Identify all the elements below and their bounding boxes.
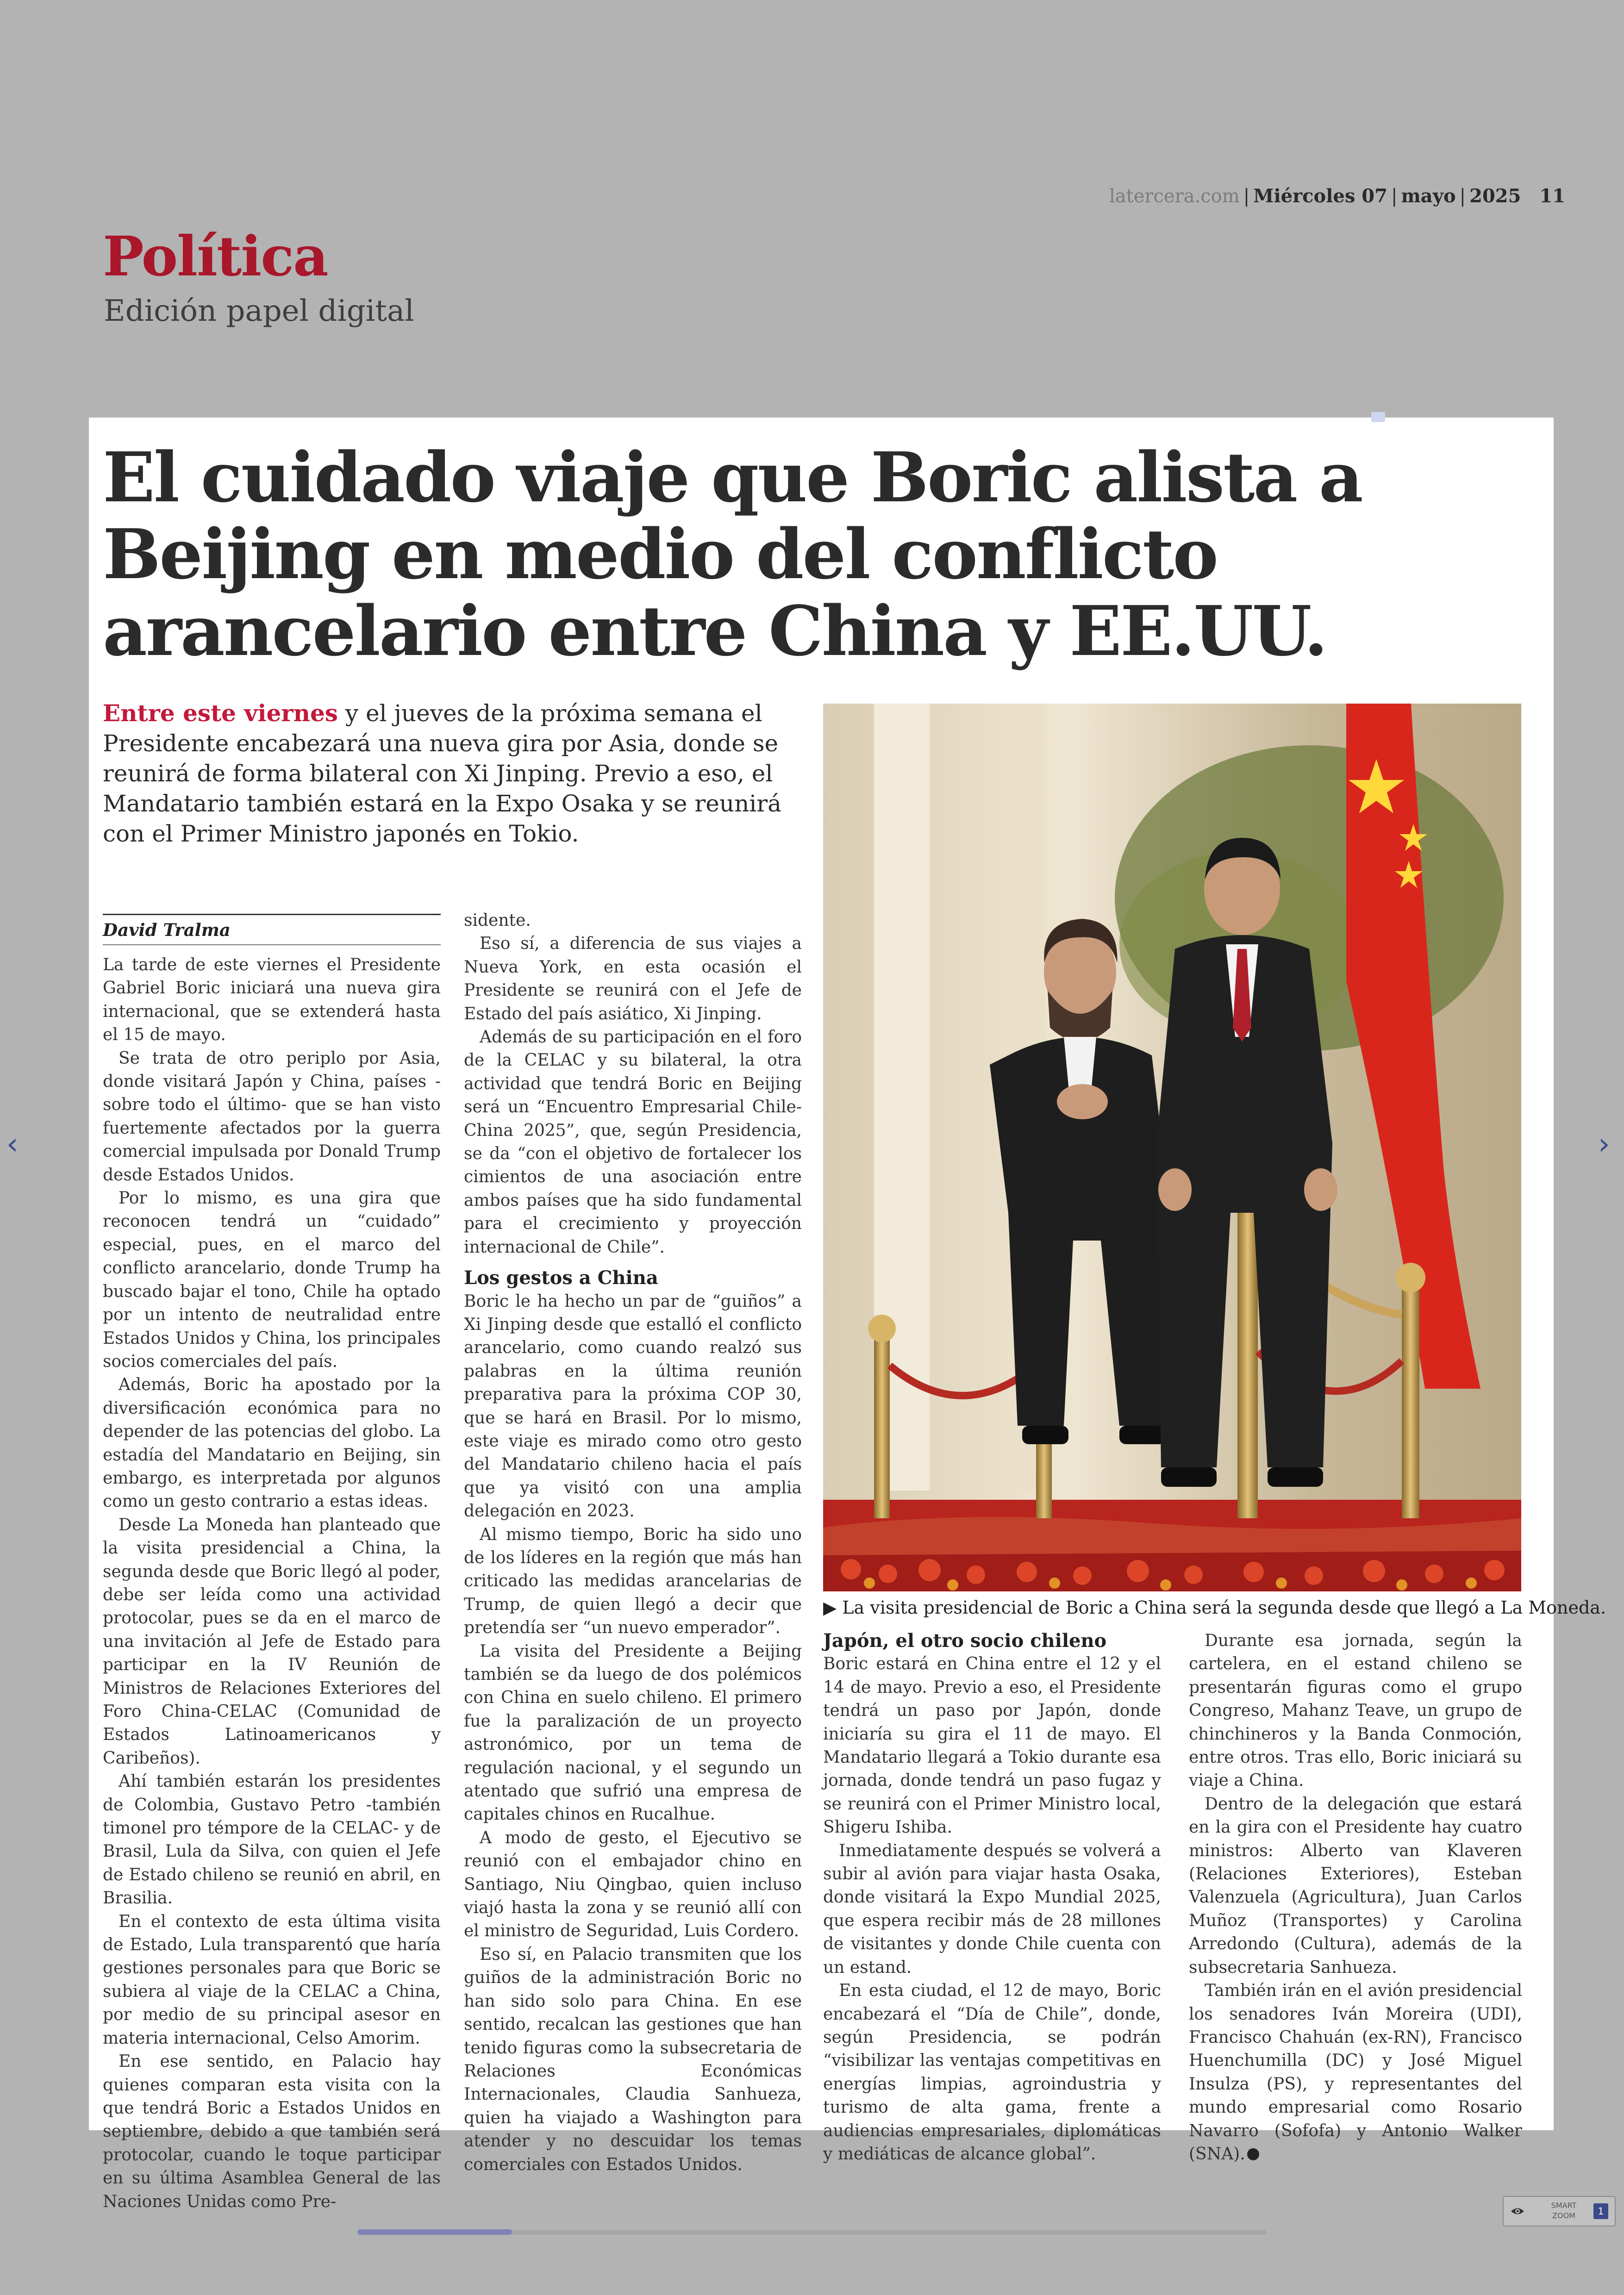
folio-month: mayo bbox=[1401, 185, 1456, 207]
section-title: Política bbox=[103, 224, 328, 288]
eye-icon bbox=[1510, 2202, 1525, 2220]
paragraph: Eso sí, a diferencia de sus viajes a Nueva York, en esta ocasión el Presidente se reunirá con el Jefe de Estado del país asiático, Xi Jinping. bbox=[464, 934, 802, 1023]
article-headline: El cuidado viaje que Boric alista a Beijing en medio del conflicto arancelario entre China y EE.UU. bbox=[103, 437, 1362, 671]
smart-zoom-line1: SMART bbox=[1551, 2201, 1577, 2210]
smart-zoom-badge: 1 bbox=[1593, 2203, 1608, 2219]
paragraph: Dentro de la delegación que estará en la gira con el Presidente hay cuatro ministros: Alberto van Klaveren (Relaciones Exteriores), Esteban Valenzuela (Agricultura), Juan Carlos Muñoz (Transportes) y Carolina Arredondo (Cultura), además de la subsecretaria Sanhueza. bbox=[1189, 1794, 1522, 1977]
paragraph: Se trata de otro periplo por Asia, donde visitará Japón y China, países -sobre todo el último- que se han visto fuertemente afectados por la guerra comercial impulsada por Donald Trump desde Estados Unidos. bbox=[103, 1048, 441, 1185]
paragraph: La tarde de este viernes el Presidente Gabriel Boric iniciará una nueva gira internacional, que se extenderá hasta el 15 de mayo. bbox=[103, 955, 441, 1045]
prev-page-arrow-icon[interactable]: ‹ bbox=[6, 1127, 19, 1161]
paragraph: La visita del Presidente a Beijing también se da luego de dos polémicos con China en suelo chileno. El primero fue la paralización de un proyecto astronómico, por un tema de regulación nacional, y el segundo un atentado que sufrió una empresa de capitales chinos en Rucalhue. bbox=[464, 1641, 802, 1824]
lead-text: y el jueves de la próxima semana el Presidente encabezará una nueva gira por Asia, donde se reunirá de forma bilateral con Xi Jinping. Previo a eso, el Mandatario también estará en la Expo Osaka y se reunirá con el Primer Ministro japonés en Tokio. bbox=[103, 700, 781, 847]
lead-highlight: Entre este viernes bbox=[103, 699, 338, 727]
paragraph: Al mismo tiempo, Boric ha sido uno de los líderes en la región que más han criticado las medidas arancelarias de Trump, de quien llegó a decir que pretendía ser “un nuevo emperador”. bbox=[464, 1525, 802, 1638]
paragraph: Boric estará en China entre el 12 y el 14 de mayo. Previo a eso, el Presidente tendrá un paso por Japón, donde iniciaría su gira el 11 de mayo. El Mandatario llegará a Tokio durante esa jornada, donde tendrá un paso fugaz y se reunirá con el Primer Ministro local, Shigeru Ishiba. bbox=[823, 1654, 1161, 1837]
column-3 bbox=[823, 1629, 1161, 2166]
smart-zoom-label bbox=[1541, 2201, 1587, 2221]
column-4 bbox=[1189, 1629, 1522, 2166]
paragraph-continued: sidente. bbox=[464, 911, 531, 930]
paragraph: Ahí también estarán los presidentes de Colombia, Gustavo Petro -también timonel pro témpore de la CELAC- y de Brasil, Lula da Silva, con quien el Jefe de Estado chileno se reunió en abril, en Brasilia. bbox=[103, 1772, 441, 1908]
smart-zoom-line2: ZOOM bbox=[1552, 2211, 1575, 2220]
paragraph: Boric le ha hecho un par de “guiños” a Xi Jinping desde que estalló el conflicto arancelario, como cuando realzó sus palabras en la última reunión preparativa para la próxima COP 30, que se hará en Brasil. Por lo mismo, este viaje es mirado como otro gesto del Mandatario chileno hacia el país que ya visitó con una amplia delegación en 2023. bbox=[464, 1291, 802, 1521]
paragraph: Por lo mismo, es una gira que reconocen tendrá un “cuidado” especial, pues, en el marco del conflicto arancelario, donde Trump ha buscado bajar el tono, Chile ha optado por un intento de neutralidad entre Estados Unidos y China, los principales socios comerciales del país. bbox=[103, 1189, 441, 1371]
paragraph: A modo de gesto, el Ejecutivo se reunió con el embajador chino en Santiago, Niu Qingbao, quien incluso viajó hasta la zona y se reunió allí con el ministro de Seguridad, Luis Cordero. bbox=[464, 1828, 802, 1941]
next-page-arrow-icon[interactable]: › bbox=[1598, 1127, 1610, 1161]
byline-rule-bottom bbox=[103, 944, 441, 945]
subhead-japon: Japón, el otro socio chileno bbox=[823, 1630, 1107, 1652]
folio-weekday-day: Miércoles 07 bbox=[1253, 185, 1387, 207]
paragraph: Inmediatamente después se volverá a subir al avión para viajar hasta Osaka, donde visitará la Expo Mundial 2025, que espera recibir más de 28 millones de visitantes y donde Chile cuenta con un estand. bbox=[823, 1841, 1161, 1977]
column-1 bbox=[103, 954, 441, 2214]
paragraph: En el contexto de esta última visita de Estado, Lula transparentó que haría gestiones personales para que Boric se subiera al viaje de la CELAC a China, por medio de su principal asesor en materia internacional, Celso Amorim. bbox=[103, 1912, 441, 2048]
paragraph: Además de su participación en el foro de la CELAC y su bilateral, la otra actividad que tendrá Boric en Beijing será un “Encuentro Empresarial Chile-China 2025”, que, según Presidencia, se da “con el objetivo de fortalecer los cimientos de una asociación entre ambos países que ha sido fundamental para el crecimiento y proyección internacional de Chile”. bbox=[464, 1028, 802, 1257]
paragraph: En esta ciudad, el 12 de mayo, Boric encabezará el “Día de Chile”, donde, según Presidencia, se podrán “visibilizar las ventajas competitivas en energías limpias, agroindustria y turismo de alta gama, frente a audiencias empresariales, diplomáticas y mediáticas de alcance global”. bbox=[823, 1981, 1161, 2164]
paragraph-last bbox=[1189, 1979, 1522, 2166]
byline: David Tralma bbox=[103, 920, 231, 940]
folio-year: 2025 bbox=[1469, 185, 1521, 207]
site-name: latercera.com bbox=[1109, 186, 1240, 207]
column-2 bbox=[464, 909, 802, 2177]
paragraph: Además, Boric ha apostado por la diversificación económica para no depender de las potencias del globo. La estadía del Mandatario en Beijing, sin embargo, es interpretada por algunos como un gesto contrario a estas ideas. bbox=[103, 1375, 441, 1511]
byline-rule-top bbox=[103, 914, 441, 915]
paragraph: Eso sí, en Palacio transmiten que los guiños de la administración Boric no han sido solo para China. En ese sentido, recalcan las gestiones que han tenido figuras como la subsecretaria de Relaciones Económicas Internacionales, Claudia Sanhueza, quien ha viajado a Washington para atender y no descuidar los temas comerciales con Estados Unidos. bbox=[464, 1945, 802, 2174]
page-progress-fill bbox=[357, 2229, 512, 2235]
end-mark-icon bbox=[1247, 2148, 1259, 2160]
smart-zoom-button[interactable] bbox=[1503, 2196, 1616, 2226]
page-marker bbox=[1371, 412, 1385, 422]
photo-illustration bbox=[823, 704, 1521, 1591]
paragraph: Desde La Moneda han planteado que la visita presidencial a China, la segunda desde que Boric llegó al poder, debe ser leída como una actividad protocolar, pues se da en el marco de una invitación al Jefe de Estado para participar en la IV Reunión de Ministros de Relaciones Exteriores del Foro China-CELAC (Comunidad de Estados Latinoamericanos y Caribeños). bbox=[103, 1515, 441, 1768]
page-number: 11 bbox=[1539, 185, 1566, 207]
paragraph: Durante esa jornada, según la cartelera, en el estand chileno se presentarán figuras como el grupo Congreso, Mahanz Teave, un grupo de chinchineros y la Banda Conmoción, entre otros. Tras ello, Boric iniciará su viaje a China. bbox=[1189, 1631, 1522, 1790]
paragraph-last-text: También irán en el avión presidencial los senadores Iván Moreira (UDI), Francisco Chahuán (ex-RN), Francisco Huenchumilla (DC) y José Miguel Insulza (PS), y representantes del mundo empresarial como Rosario Navarro (Sofofa) y Antonio Walker (SNA). bbox=[1189, 1981, 1522, 2164]
edition-subtitle: Edición papel digital bbox=[104, 294, 414, 328]
article-photo bbox=[823, 704, 1521, 1591]
subhead-gestos: Los gestos a China bbox=[464, 1267, 658, 1289]
folio-line: latercera.com | Miércoles 07 | mayo | 2025 11 bbox=[1109, 185, 1566, 207]
article-lead bbox=[103, 698, 825, 849]
paragraph: En ese sentido, en Palacio hay quienes comparan esta visita con la que tendrá Boric a Estados Unidos en septiembre, debido a que también será protocolar, cuando le toque participar en su última Asamblea General de las Naciones Unidas como Pre- bbox=[103, 2052, 441, 2211]
photo-caption: ▶ La visita presidencial de Boric a China será la segunda desde que llegó a La Moneda. bbox=[823, 1597, 1606, 1618]
